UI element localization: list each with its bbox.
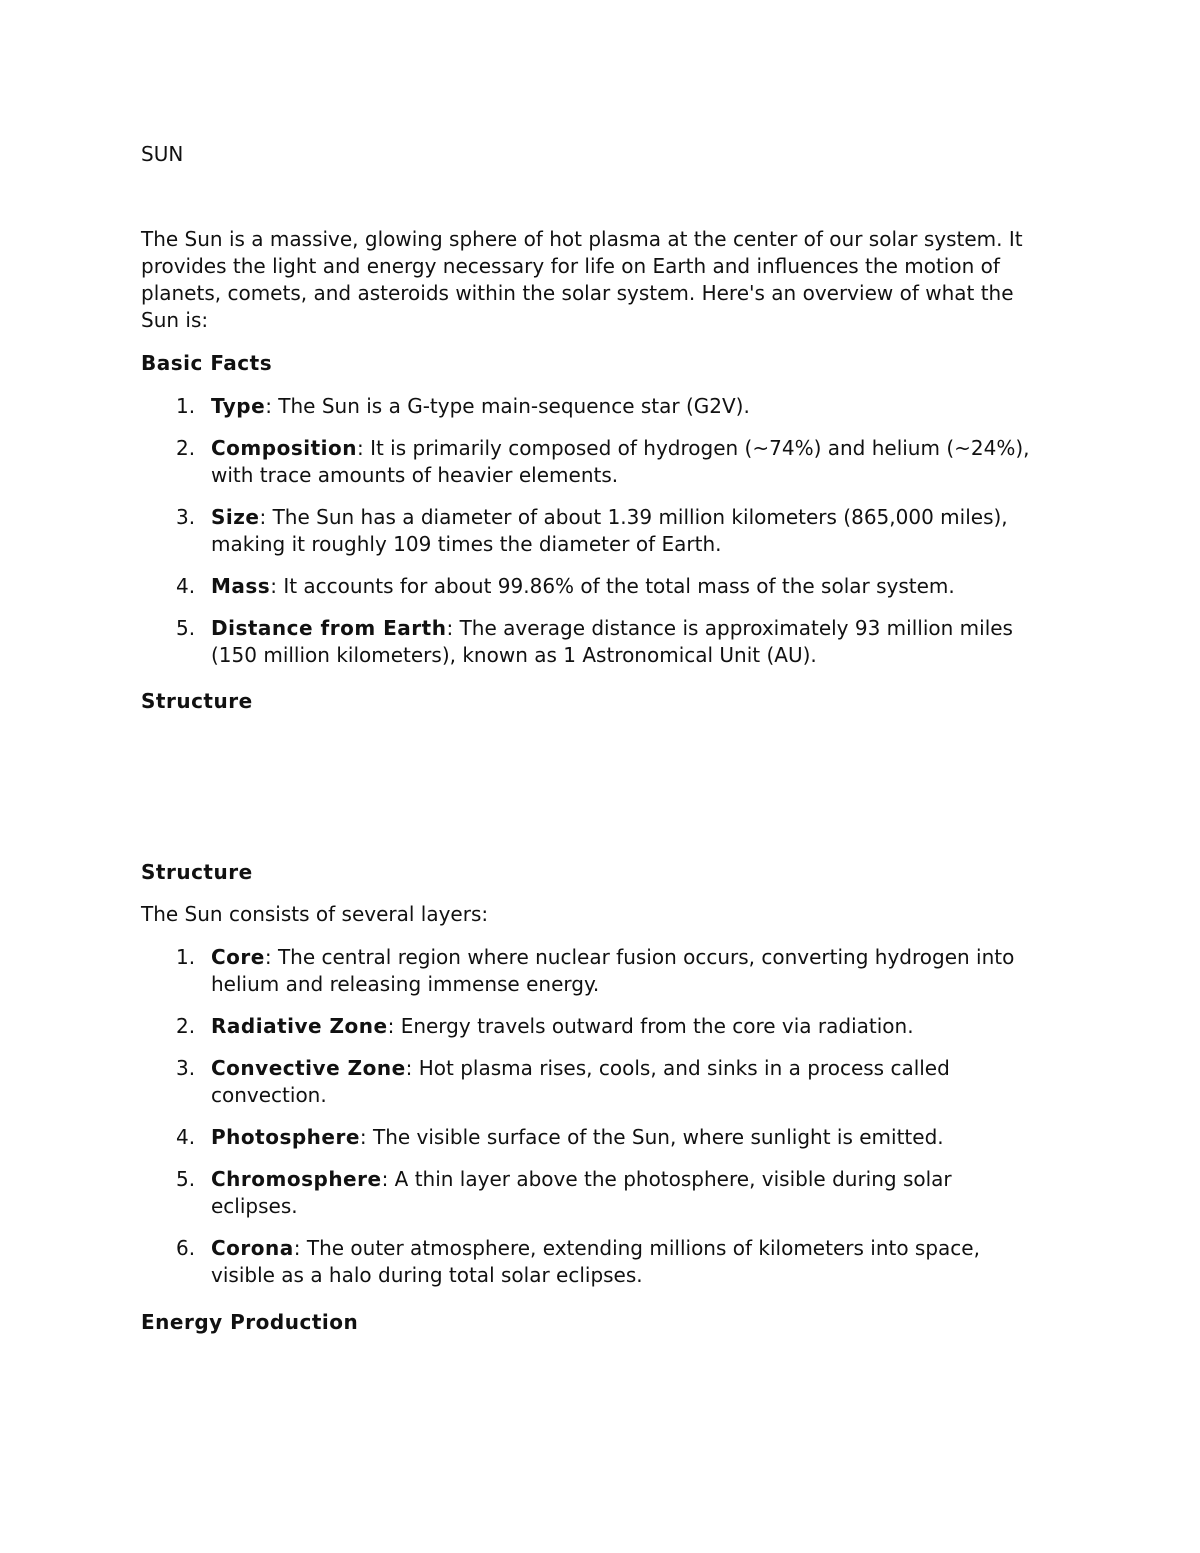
list-item-number: 1.: [176, 394, 196, 418]
list-item-text: : It is primarily composed of hydrogen (~74%) and helium (~24%), with trace amounts of heavier elements.: [211, 436, 1030, 487]
list-item-term: Core: [211, 945, 265, 969]
list-item-number: 5.: [176, 1167, 196, 1191]
basic-facts-list: [141, 393, 1041, 669]
list-item-number: 3.: [176, 505, 196, 529]
structure-list: [141, 944, 1041, 1289]
list-item-number: 4.: [176, 574, 196, 598]
list-item-text: : The Sun is a G-type main-sequence star (G2V).: [265, 394, 750, 418]
list-item: [141, 504, 1041, 558]
heading-structure-first: Structure: [141, 689, 253, 713]
list-item: [141, 615, 1041, 669]
list-item: [141, 435, 1041, 489]
list-item: [141, 573, 1041, 600]
list-item-number: 2.: [176, 436, 196, 460]
structure-intro: The Sun consists of several layers:: [141, 902, 489, 926]
list-item-term: Convective Zone: [211, 1056, 406, 1080]
list-item-term: Photosphere: [211, 1125, 360, 1149]
list-item: [141, 1055, 1041, 1109]
list-item-text: : Hot plasma rises, cools, and sinks in a process called convection.: [211, 1056, 950, 1107]
list-item: [141, 944, 1041, 998]
list-item: [141, 1166, 1041, 1220]
list-item-text: : The visible surface of the Sun, where sunlight is emitted.: [359, 1125, 944, 1149]
list-item-term: Distance from Earth: [211, 616, 447, 640]
list-item-number: 3.: [176, 1056, 196, 1080]
list-item-term: Size: [211, 505, 260, 529]
list-item-number: 4.: [176, 1125, 196, 1149]
heading-energy-production: Energy Production: [141, 1310, 359, 1334]
list-item-text: : The Sun has a diameter of about 1.39 million kilometers (865,000 miles), making it roughly 109 times the diameter of Earth.: [211, 505, 1008, 556]
list-item-term: Type: [211, 394, 266, 418]
list-item-term: Corona: [211, 1236, 294, 1260]
list-item: [141, 393, 1041, 420]
list-item-number: 1.: [176, 945, 196, 969]
list-item: [141, 1235, 1041, 1289]
list-item-text: : The average distance is approximately 93 million miles (150 million kilometers), known as 1 Astronomical Unit (AU).: [211, 616, 1013, 667]
list-item-text: : The central region where nuclear fusion occurs, converting hydrogen into helium and releasing immense energy.: [211, 945, 1015, 996]
list-item-term: Radiative Zone: [211, 1014, 388, 1038]
list-item-term: Composition: [211, 436, 357, 460]
list-item: [141, 1124, 1041, 1151]
list-item-number: 2.: [176, 1014, 196, 1038]
list-item-term: Mass: [211, 574, 271, 598]
list-item-number: 6.: [176, 1236, 196, 1260]
list-item: [141, 1013, 1041, 1040]
list-item-number: 5.: [176, 616, 196, 640]
list-item-text: : It accounts for about 99.86% of the total mass of the solar system.: [270, 574, 955, 598]
list-item-text: : A thin layer above the photosphere, visible during solar eclipses.: [211, 1167, 952, 1218]
list-item-text: : Energy travels outward from the core via radiation.: [387, 1014, 914, 1038]
heading-structure: Structure: [141, 860, 253, 884]
list-item-term: Chromosphere: [211, 1167, 382, 1191]
document-title: SUN: [141, 142, 184, 166]
list-item-text: : The outer atmosphere, extending millions of kilometers into space, visible as a halo during total solar eclipses.: [211, 1236, 980, 1287]
intro-paragraph: The Sun is a massive, glowing sphere of hot plasma at the center of our solar system. It provides the light and energy necessary for life on Earth and influences the motion of planets, comets, and asteroids within the solar system. Here's an overview of what the Sun is:: [141, 227, 1023, 332]
heading-basic-facts: Basic Facts: [141, 351, 273, 375]
